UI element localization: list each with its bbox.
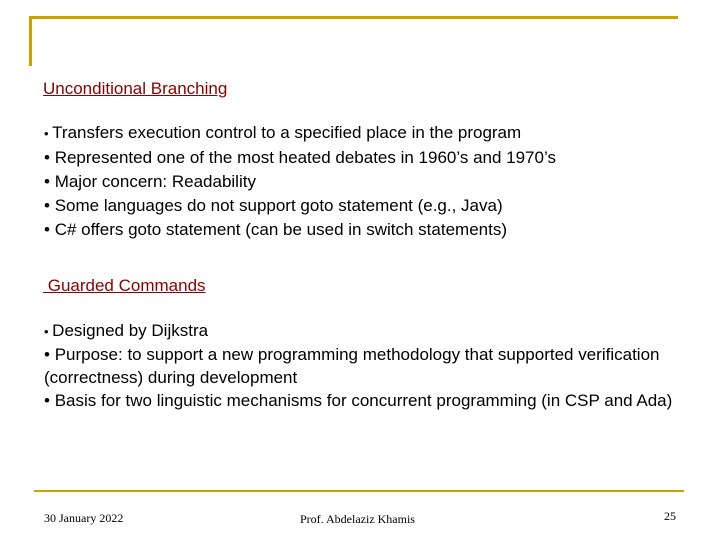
decorative-left-rule — [29, 16, 32, 66]
list-item: • Represented one of the most heated debates in 1960’s and 1970’s — [44, 148, 556, 167]
page-number: 25 — [664, 509, 676, 523]
list-item: • Major concern: Readability — [44, 172, 256, 191]
footer-rule — [34, 490, 684, 492]
bullet-icon: • — [44, 126, 53, 141]
decorative-top-rule — [29, 16, 678, 19]
bullet-icon: • — [44, 345, 55, 364]
list-item: • Basis for two linguistic mechanisms for concurrent programming (in CSP and Ada) — [44, 391, 673, 410]
footer-author: Prof. Abdelaziz Khamis — [300, 512, 415, 526]
unconditional-branching-list — [44, 121, 556, 242]
bullet-icon: • — [44, 220, 55, 239]
bullet-icon: • — [44, 391, 55, 410]
section-heading-unconditional-branching: Unconditional Branching — [43, 79, 228, 98]
list-item: • Designed by Dijkstra — [44, 321, 209, 340]
list-item: • Some languages do not support goto statement (e.g., Java) — [44, 196, 503, 215]
section-heading-guarded-commands: Guarded Commands — [43, 276, 206, 295]
bullet-icon: • — [44, 196, 55, 215]
bullet-icon: • — [44, 172, 55, 191]
list-item: • Transfers execution control to a specified place in the program — [44, 123, 522, 142]
footer-date: 30 January 2022 — [44, 511, 124, 525]
list-item: • Purpose: to support a new programming methodology that supported verification (correctness) during development — [44, 345, 660, 387]
bullet-icon: • — [44, 148, 55, 167]
list-item: • C# offers goto statement (can be used in switch statements) — [44, 220, 507, 239]
guarded-commands-list — [44, 319, 674, 412]
bullet-icon: • — [44, 324, 53, 339]
